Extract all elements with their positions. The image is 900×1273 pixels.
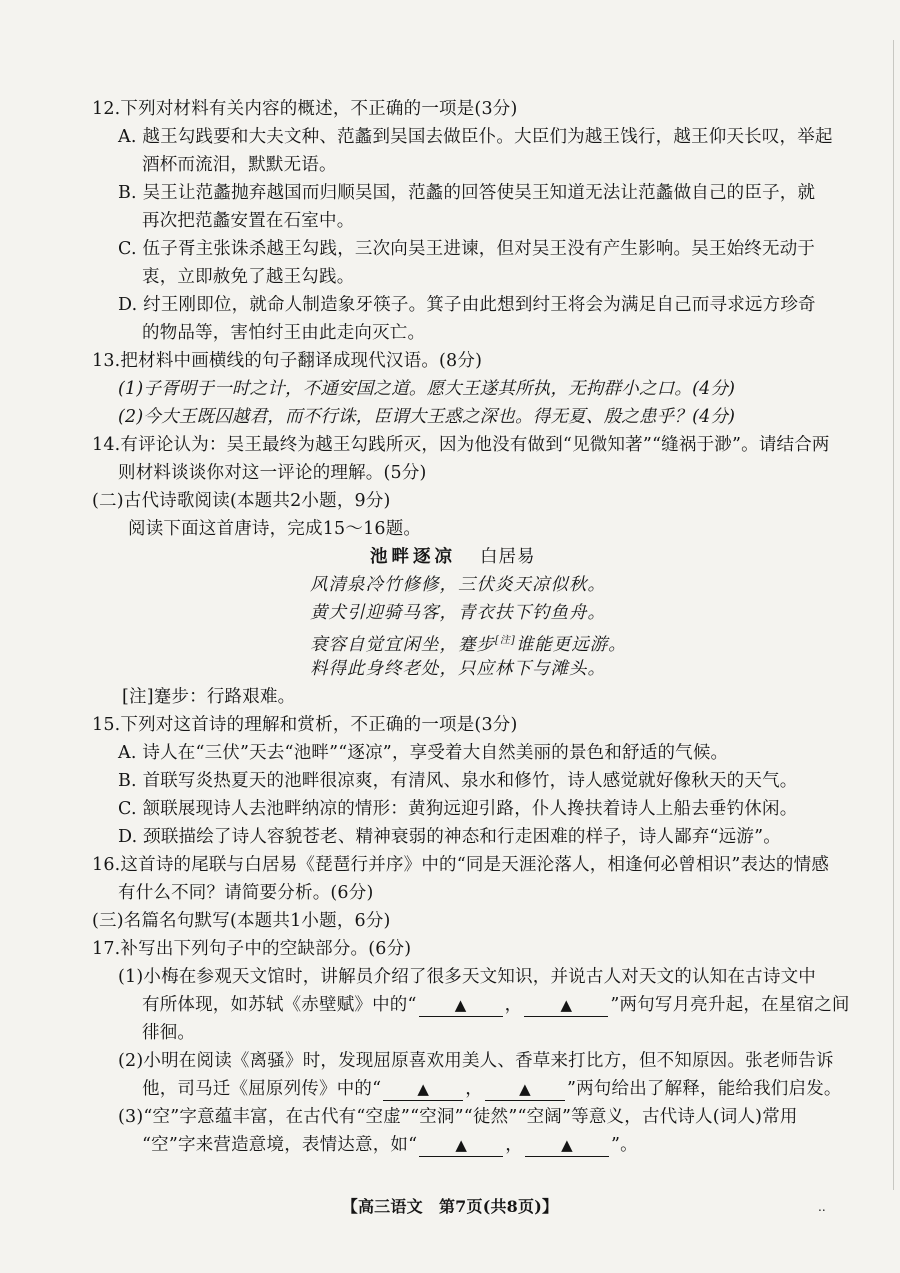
- q12-option-c: C. 伍子胥主张诛杀越王勾践，三次向吴王进谏，但对吴王没有产生影响。吴王始终无动于: [118, 239, 816, 259]
- triangle-marker: ▲: [417, 1080, 430, 1098]
- q12-option-a-cont: 酒杯而流泪，默默无语。: [142, 155, 337, 175]
- q17-item-3-text-pre: “空”字来营造意境，表情达意，如“: [142, 1135, 418, 1155]
- q17-item-3-text-post: ”。: [610, 1135, 638, 1155]
- page-footer: 【高三语文 第7页(共8页)】: [341, 1197, 559, 1216]
- q16-stem: 16.这首诗的尾联与白居易《琵琶行并序》中的“同是天涯沦落人，相逢何必曾相识”表达的情感: [92, 855, 830, 875]
- q14-stem-cont: 则材料谈谈你对这一评论的理解。(5分): [118, 463, 427, 483]
- q15-option-b: B. 首联写炎热夏天的池畔很凉爽，有清风、泉水和修竹，诗人感觉就好像秋天的天气。: [118, 771, 798, 791]
- triangle-marker: ▲: [561, 1136, 573, 1154]
- answer-blank[interactable]: [525, 1134, 609, 1157]
- poem-note: [注]蹇步：行路艰难。: [122, 687, 296, 707]
- q17-item-1-text-post: ”两句写月亮升起，在星宿之间: [610, 995, 850, 1015]
- q17-stem: 17.补写出下列句子中的空缺部分。(6分): [92, 939, 412, 959]
- q13-sentence-2: (2)今大王既囚越君，而不行诛，臣谓大王惑之深也。得无夏、殷之患乎？(4分): [118, 407, 736, 427]
- poem-line-3-a: 衰容自觉宜闲坐，蹇步: [310, 634, 495, 655]
- q17-item-1-text-pre: 有所体现，如苏轼《赤壁赋》中的“: [142, 995, 417, 1015]
- q13-stem: 13.把材料中画横线的句子翻译成现代汉语。(8分): [92, 351, 483, 371]
- q17-item-2-text-post: ”两句给出了解释，能给我们启发。: [566, 1079, 842, 1099]
- q15-stem: 15.下列对这首诗的理解和赏析，不正确的一项是(3分): [92, 715, 518, 735]
- section-3-title: (三)名篇名句默写(本题共1小题，6分): [92, 911, 391, 931]
- poem-author: 白居易: [480, 547, 536, 567]
- triangle-marker: ▲: [454, 996, 467, 1014]
- triangle-marker: ▲: [519, 1080, 531, 1098]
- q17-item-3-blanks: [142, 1132, 880, 1158]
- q15-option-a: A. 诗人在“三伏”天去“池畔”“逐凉”，享受着大自然美丽的景色和舒适的气候。: [118, 743, 729, 763]
- poem-title: 池畔逐凉: [370, 547, 456, 567]
- q17-item-3: (3)“空”字意蕴丰富，在古代有“空虚”“空洞”“徒然”“空阔”等意义，古代诗人(词人)常用: [118, 1107, 798, 1127]
- triangle-marker: ▲: [455, 1136, 468, 1154]
- poem-line-3-b: 谁能更远游。: [515, 634, 627, 655]
- answer-blank[interactable]: [524, 994, 608, 1017]
- q14-stem: 14.有评论认为：吴王最终为越王勾践所灭，因为他没有做到“见微知著”“缝祸于渺”。请结合两: [92, 435, 830, 455]
- q17-item-3-text-mid: ，: [505, 1135, 523, 1155]
- q12-option-b-cont: 再次把范蠡安置在石室中。: [142, 211, 355, 231]
- q12-option-a: A. 越王勾践要和大夫文种、范蠡到吴国去做臣仆。大臣们为越王饯行，越王仰天长叹，举起: [118, 127, 833, 147]
- q12-option-d: D. 纣王刚即位，就命人制造象牙筷子。箕子由此想到纣王将会为满足自己而寻求远方珍奇: [118, 295, 816, 315]
- q17-item-1-cont: 徘徊。: [142, 1023, 196, 1043]
- q15-option-c: C. 颔联展现诗人去池畔纳凉的情形：黄狗远迎引路，仆人搀扶着诗人上船去垂钓休闲。: [118, 799, 798, 819]
- answer-blank[interactable]: [419, 1134, 503, 1157]
- answer-blank[interactable]: [485, 1078, 565, 1101]
- scan-edge-line: [893, 40, 894, 1190]
- q17-item-1-text-mid: ，: [504, 995, 523, 1015]
- q17-item-2: (2)小明在阅读《离骚》时，发现屈原喜欢用美人、香草来打比方，但不知原因。张老师告诉: [118, 1051, 834, 1071]
- poem-line-3: [310, 628, 880, 658]
- corner-mark: ..: [818, 1200, 826, 1214]
- q17-item-1: (1)小梅在参观天文馆时，讲解员介绍了很多天文知识，并说古人对天文的认知在古诗文中: [118, 967, 816, 987]
- poem-line-4: 料得此身终老处，只应林下与滩头。: [310, 659, 606, 679]
- q17-item-1-blanks: [142, 992, 880, 1018]
- q17-item-2-text-pre: 他，司马迁《屈原列传》中的“: [142, 1079, 382, 1099]
- poem-heading: [370, 544, 880, 570]
- q16-stem-cont: 有什么不同？请简要分析。(6分): [118, 883, 374, 903]
- q12-option-b: B. 吴王让范蠡抛弃越国而归顺吴国，范蠡的回答使吴王知道无法让范蠡做自己的臣子，就: [118, 183, 816, 203]
- section-2-title: (二)古代诗歌阅读(本题共2小题，9分): [92, 491, 391, 511]
- q17-item-2-text-mid: ，: [465, 1079, 483, 1099]
- section-2-intro: 阅读下面这首唐诗，完成15～16题。: [128, 519, 422, 539]
- q12-option-d-cont: 的物品等，害怕纣王由此走向灭亡。: [142, 323, 426, 343]
- q17-item-2-blanks: [142, 1076, 880, 1102]
- q12-stem: 12.下列对材料有关内容的概述，不正确的一项是(3分): [92, 99, 518, 119]
- poem-line-1: 风清泉冷竹修修，三伏炎天凉似秋。: [310, 575, 606, 595]
- poem-line-2: 黄犬引迎骑马客，青衣扶下钓鱼舟。: [310, 603, 606, 623]
- triangle-marker: ▲: [560, 996, 573, 1014]
- answer-blank[interactable]: [419, 994, 503, 1017]
- poem-footnote-mark: [注]: [495, 635, 516, 646]
- q15-option-d: D. 颈联描绘了诗人容貌苍老、精神衰弱的神态和行走困难的样子，诗人鄙弃“远游”。: [118, 827, 781, 847]
- q12-option-c-cont: 衷，立即赦免了越王勾践。: [142, 267, 355, 287]
- answer-blank[interactable]: [383, 1078, 463, 1101]
- q13-sentence-1: (1)子胥明于一时之计，不通安国之道。愿大王遂其所执，无拘群小之口。(4分): [118, 379, 736, 399]
